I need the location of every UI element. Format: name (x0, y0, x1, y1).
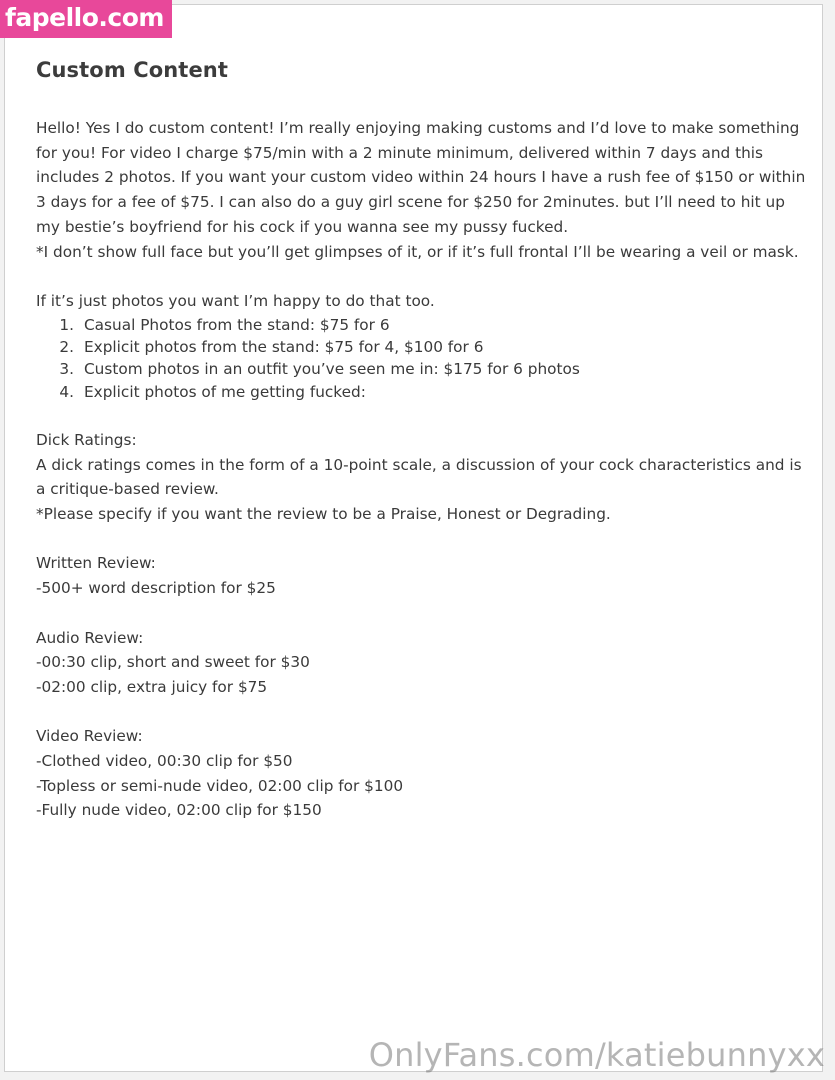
list-item: 2. Explicit photos from the stand: $75 for 4, $100 for 6 (59, 338, 484, 357)
dick-ratings-line: a critique-based review. (36, 480, 219, 499)
list-item: 1. Casual Photos from the stand: $75 for 6 (59, 315, 390, 334)
video-review-item: -Fully nude video, 02:00 clip for $150 (36, 801, 322, 820)
onlyfans-watermark: OnlyFans.com/katiebunnyxx (368, 1036, 825, 1074)
intro-line: my bestie’s boyfriend for his cock if you wanna see my pussy fucked. (36, 217, 569, 236)
audio-review-heading: Audio Review: (36, 628, 144, 647)
intro-line: for you! For video I charge $75/min with a 2 minute minimum, delivered within 7 days and this (36, 143, 763, 162)
written-review-heading: Written Review: (36, 554, 156, 573)
document-body (36, 116, 806, 823)
intro-line: 3 days for a fee of $75. I can also do a guy girl scene for $250 for 2minutes. but I’ll need to hit up (36, 193, 785, 212)
photo-options-list (36, 314, 806, 404)
video-review-item: -Clothed video, 00:30 clip for $50 (36, 752, 293, 771)
list-item: 3. Custom photos in an outfit you’ve seen me in: $175 for 6 photos (59, 360, 580, 379)
page-title: Custom Content (36, 58, 228, 82)
video-review-heading: Video Review: (36, 727, 143, 746)
dick-ratings-note: *Please specify if you want the review to be a Praise, Honest or Degrading. (36, 505, 611, 524)
written-review-item: -500+ word description for $25 (36, 579, 276, 598)
photos-intro: If it’s just photos you want I’m happy to do that too. (36, 291, 435, 310)
site-watermark-badge: fapello.com (0, 0, 172, 38)
intro-line: *I don’t show full face but you’ll get glimpses of it, or if it’s full frontal I’ll be wearing a veil or mask. (36, 242, 799, 261)
dick-ratings-line: A dick ratings comes in the form of a 10-point scale, a discussion of your cock characteristics and is (36, 455, 802, 474)
list-item: 4. Explicit photos of me getting fucked: (59, 382, 366, 401)
intro-line: includes 2 photos. If you want your custom video within 24 hours I have a rush fee of $150 or within (36, 168, 806, 187)
audio-review-item: -00:30 clip, short and sweet for $30 (36, 653, 310, 672)
audio-review-item: -02:00 clip, extra juicy for $75 (36, 677, 268, 696)
video-review-item: -Topless or semi-nude video, 02:00 clip for $100 (36, 776, 404, 795)
dick-ratings-heading: Dick Ratings: (36, 430, 137, 449)
intro-line: Hello! Yes I do custom content! I’m really enjoying making customs and I’d love to make something (36, 119, 800, 137)
